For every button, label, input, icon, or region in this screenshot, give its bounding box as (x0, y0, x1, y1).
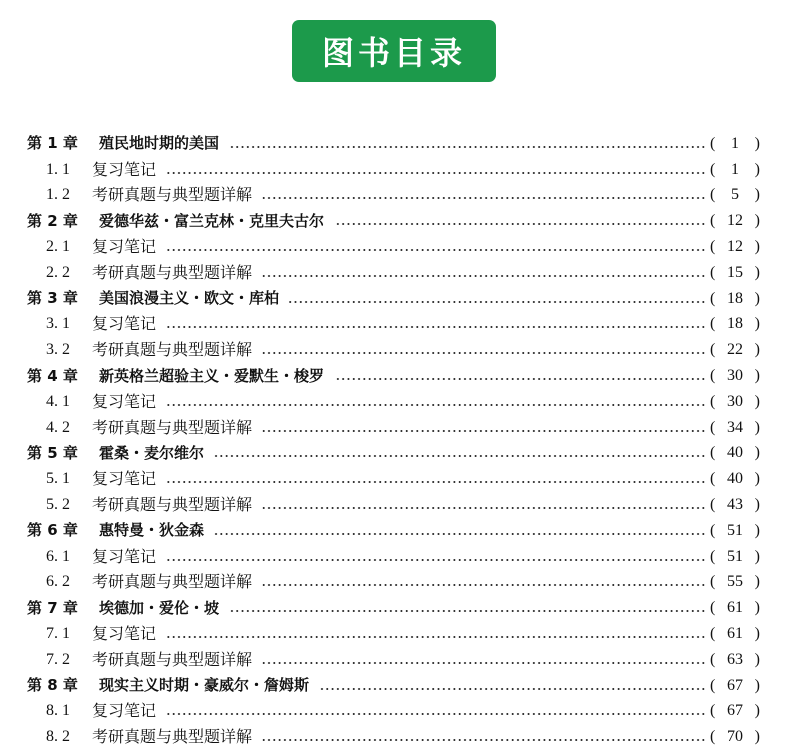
dot-leader (334, 223, 706, 225)
page-paren-close: ) (754, 625, 760, 643)
toc-section-row[interactable] (0, 312, 790, 338)
page-paren-open: ( (710, 676, 716, 694)
page-reference (710, 239, 760, 255)
toc-section-row[interactable] (0, 466, 790, 492)
page-paren-close: ) (754, 238, 760, 256)
page-paren-open: ( (710, 367, 716, 385)
dot-leader (166, 713, 706, 715)
dot-leader (166, 249, 706, 251)
dot-leader (166, 326, 706, 328)
page-paren-open: ( (710, 238, 716, 256)
page-reference (710, 136, 760, 152)
chapter-title: 惠特曼・狄金森 (99, 521, 205, 540)
toc-section-row[interactable] (0, 415, 790, 441)
dot-leader (166, 559, 706, 561)
toc-chapter-row[interactable] (0, 518, 790, 544)
toc-section-row[interactable] (0, 337, 790, 363)
chapter-number: 第 3 章 (27, 289, 78, 308)
page-paren-close: ) (754, 212, 760, 230)
page-reference (710, 574, 760, 590)
section-title: 考研真题与典型题详解 (92, 185, 253, 205)
chapter-title: 现实主义时期・豪威尔・詹姆斯 (99, 676, 310, 695)
page-reference (710, 265, 760, 281)
page-paren-open: ( (710, 625, 716, 643)
page-reference (710, 471, 760, 487)
page-paren-open: ( (710, 496, 716, 514)
toc-chapter-row[interactable] (0, 441, 790, 467)
page-reference (710, 213, 760, 229)
chapter-title: 埃德加・爱伦・坡 (99, 598, 220, 617)
page-paren-close: ) (754, 289, 760, 307)
section-number: 5. 1 (46, 470, 70, 488)
table-of-contents (0, 131, 790, 750)
toc-section-row[interactable] (0, 570, 790, 596)
page-number: 1 (731, 160, 739, 178)
page-paren-open: ( (710, 289, 716, 307)
toc-section-row[interactable] (0, 724, 790, 750)
page-paren-close: ) (754, 315, 760, 333)
page-number: 40 (727, 444, 743, 462)
page-reference (710, 394, 760, 410)
section-title: 考研真题与典型题详解 (92, 495, 253, 515)
toc-chapter-row[interactable] (0, 363, 790, 389)
page-reference (710, 162, 760, 178)
page-paren-open: ( (710, 599, 716, 617)
page-number: 34 (727, 418, 743, 436)
toc-section-row[interactable] (0, 157, 790, 183)
section-title: 复习笔记 (92, 314, 157, 334)
page-number: 22 (727, 341, 743, 359)
dot-leader (262, 352, 706, 354)
section-title: 复习笔记 (92, 546, 157, 566)
page-paren-open: ( (710, 263, 716, 281)
section-number: 2. 2 (46, 263, 70, 281)
page-reference (710, 497, 760, 513)
page-paren-close: ) (754, 676, 760, 694)
dot-leader (229, 146, 706, 148)
page-paren-close: ) (754, 160, 760, 178)
page-paren-close: ) (754, 728, 760, 746)
page-paren-close: ) (754, 418, 760, 436)
section-title: 复习笔记 (92, 624, 157, 644)
page-paren-open: ( (710, 470, 716, 488)
dot-leader (262, 197, 706, 199)
dot-leader (262, 430, 706, 432)
page-paren-close: ) (754, 521, 760, 539)
page-paren-close: ) (754, 263, 760, 281)
section-number: 3. 1 (46, 315, 70, 333)
section-title: 复习笔记 (92, 701, 157, 721)
section-title: 考研真题与典型题详解 (92, 649, 253, 669)
dot-leader (214, 455, 706, 457)
page-number: 67 (727, 702, 743, 720)
toc-header-title: 图书目录 (321, 34, 466, 72)
page-reference (710, 420, 760, 436)
toc-section-row[interactable] (0, 260, 790, 286)
page-number: 51 (727, 547, 743, 565)
page-reference (710, 316, 760, 332)
section-title: 考研真题与典型题详解 (92, 417, 253, 437)
page-paren-close: ) (754, 134, 760, 152)
page-reference (710, 652, 760, 668)
toc-section-row[interactable] (0, 389, 790, 415)
page-number: 61 (727, 625, 743, 643)
toc-section-row[interactable] (0, 647, 790, 673)
section-number: 8. 1 (46, 702, 70, 720)
page-number: 15 (727, 263, 743, 281)
page-paren-open: ( (710, 521, 716, 539)
section-number: 6. 1 (46, 547, 70, 565)
page-reference (710, 600, 760, 616)
section-number: 5. 2 (46, 496, 70, 514)
toc-header-badge (292, 20, 496, 82)
toc-section-row[interactable] (0, 234, 790, 260)
page-paren-open: ( (710, 650, 716, 668)
section-number: 6. 2 (46, 573, 70, 591)
toc-section-row[interactable] (0, 699, 790, 725)
page-reference (710, 703, 760, 719)
page-paren-open: ( (710, 702, 716, 720)
page-reference (710, 626, 760, 642)
page-number: 55 (727, 573, 743, 591)
section-number: 7. 2 (46, 650, 70, 668)
chapter-number: 第 1 章 (27, 134, 78, 153)
section-number: 2. 1 (46, 238, 70, 256)
page-number: 51 (727, 521, 743, 539)
chapter-number: 第 8 章 (27, 676, 78, 695)
page-reference (710, 445, 760, 461)
page-number: 12 (727, 212, 743, 230)
chapter-title: 霍桑・麦尔维尔 (99, 443, 205, 462)
page-number: 5 (731, 186, 739, 204)
section-title: 考研真题与典型题详解 (92, 572, 253, 592)
chapter-number: 第 2 章 (27, 211, 78, 230)
section-title: 复习笔记 (92, 391, 157, 411)
page-paren-open: ( (710, 418, 716, 436)
page-paren-open: ( (710, 341, 716, 359)
section-title: 复习笔记 (92, 237, 157, 257)
dot-leader (289, 301, 706, 303)
chapter-number: 第 5 章 (27, 443, 78, 462)
page-reference (710, 342, 760, 358)
page-paren-close: ) (754, 496, 760, 514)
page-paren-close: ) (754, 547, 760, 565)
page-paren-open: ( (710, 392, 716, 410)
toc-section-row[interactable] (0, 492, 790, 518)
page-paren-open: ( (710, 134, 716, 152)
section-title: 复习笔记 (92, 159, 157, 179)
page-number: 18 (727, 289, 743, 307)
page-number: 30 (727, 367, 743, 385)
chapter-number: 第 4 章 (27, 366, 78, 385)
dot-leader (262, 662, 706, 664)
dot-leader (214, 533, 706, 535)
page-reference (710, 523, 760, 539)
dot-leader (166, 404, 706, 406)
page-paren-close: ) (754, 341, 760, 359)
page-reference (710, 549, 760, 565)
page-paren-close: ) (754, 573, 760, 591)
page-paren-open: ( (710, 160, 716, 178)
toc-section-row[interactable] (0, 544, 790, 570)
toc-chapter-row[interactable] (0, 286, 790, 312)
page-paren-close: ) (754, 392, 760, 410)
chapter-number: 第 6 章 (27, 521, 78, 540)
page-paren-open: ( (710, 186, 716, 204)
dot-leader (262, 584, 706, 586)
toc-chapter-row[interactable] (0, 131, 790, 157)
page-reference (710, 368, 760, 384)
chapter-title: 爱德华兹・富兰克林・克里夫古尔 (99, 211, 325, 230)
page-number: 61 (727, 599, 743, 617)
page-paren-open: ( (710, 728, 716, 746)
page-number: 18 (727, 315, 743, 333)
dot-leader (334, 378, 706, 380)
page-paren-open: ( (710, 547, 716, 565)
section-number: 4. 1 (46, 392, 70, 410)
page-paren-close: ) (754, 650, 760, 668)
page-paren-close: ) (754, 367, 760, 385)
dot-leader (262, 507, 706, 509)
page-number: 63 (727, 650, 743, 668)
page-paren-close: ) (754, 470, 760, 488)
toc-section-row[interactable] (0, 183, 790, 209)
chapter-number: 第 7 章 (27, 598, 78, 617)
page-paren-close: ) (754, 444, 760, 462)
section-title: 考研真题与典型题详解 (92, 727, 253, 747)
chapter-title: 美国浪漫主义・欧文・库柏 (99, 289, 280, 308)
page-number: 12 (727, 238, 743, 256)
page-paren-close: ) (754, 599, 760, 617)
section-number: 8. 2 (46, 728, 70, 746)
page-number: 40 (727, 470, 743, 488)
section-title: 考研真题与典型题详解 (92, 340, 253, 360)
page-reference (710, 291, 760, 307)
chapter-title: 新英格兰超验主义・爱默生・梭罗 (99, 366, 325, 385)
dot-leader (166, 481, 706, 483)
toc-chapter-row[interactable] (0, 595, 790, 621)
page-number: 67 (727, 676, 743, 694)
page-reference (710, 187, 760, 203)
page-paren-close: ) (754, 186, 760, 204)
chapter-title: 殖民地时期的美国 (99, 134, 220, 153)
section-title: 考研真题与典型题详解 (92, 262, 253, 282)
page-number: 43 (727, 496, 743, 514)
page-number: 70 (727, 728, 743, 746)
section-number: 7. 1 (46, 625, 70, 643)
page-reference (710, 729, 760, 745)
toc-chapter-row[interactable] (0, 208, 790, 234)
page-number: 1 (731, 134, 739, 152)
toc-chapter-row[interactable] (0, 673, 790, 699)
dot-leader (229, 610, 706, 612)
section-number: 1. 1 (46, 160, 70, 178)
toc-section-row[interactable] (0, 621, 790, 647)
section-title: 复习笔记 (92, 469, 157, 489)
section-number: 1. 2 (46, 186, 70, 204)
page-reference (710, 678, 760, 694)
page-paren-open: ( (710, 212, 716, 230)
page-paren-open: ( (710, 444, 716, 462)
page-paren-close: ) (754, 702, 760, 720)
page-paren-open: ( (710, 573, 716, 591)
dot-leader (166, 636, 706, 638)
dot-leader (166, 172, 706, 174)
section-number: 3. 2 (46, 341, 70, 359)
page-number: 30 (727, 392, 743, 410)
dot-leader (319, 688, 706, 690)
page-paren-open: ( (710, 315, 716, 333)
dot-leader (262, 275, 706, 277)
section-number: 4. 2 (46, 418, 70, 436)
